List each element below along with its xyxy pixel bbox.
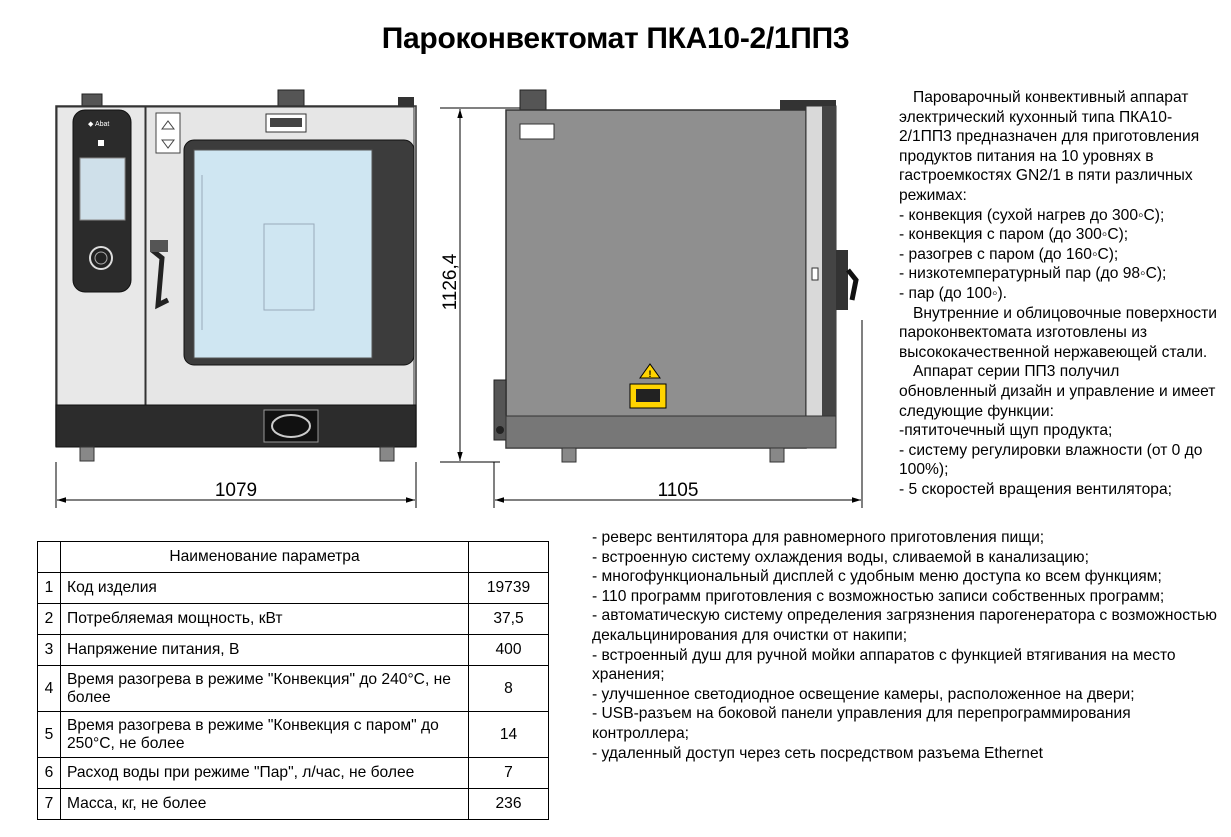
feature-item: - 110 программ приготовления с возможностью записи собственных программ;	[592, 587, 1165, 605]
row-param-name: Потребляемая мощность, кВт	[61, 604, 469, 635]
row-number: 7	[38, 789, 61, 820]
desc-paragraph: Аппарат серии ПП3 получил обновленный дизайн и управление и имеет следующие функции:	[899, 363, 1216, 420]
header-param-name: Наименование параметра	[61, 542, 469, 573]
feature-item: - удаленный доступ через сеть посредством разъема Ethernet	[592, 744, 1043, 762]
table-header-row	[38, 542, 549, 573]
table-row	[38, 635, 549, 666]
row-value: 400	[469, 635, 549, 666]
desc-mode-item: - разогрев с паром (до 160◦С);	[899, 245, 1119, 263]
front-view-drawing	[56, 90, 416, 508]
desc-function-item: - систему регулировки влажности (от 0 до 100%);	[899, 441, 1203, 479]
header-value-cell	[469, 542, 549, 573]
desc-paragraph: Внутренние и облицовочные поверхности пароконвектомата изготовлены из высококачественной нержавеющей стали.	[899, 304, 1217, 361]
row-number: 1	[38, 573, 61, 604]
table-row	[38, 666, 549, 712]
desc-function-item: -пятиточечный щуп продукта;	[899, 422, 1113, 440]
table-row	[38, 789, 549, 820]
row-param-name: Масса, кг, не более	[61, 789, 469, 820]
row-param-name: Время разогрева в режиме "Конвекция с паром" до 250°С, не более	[61, 712, 469, 758]
row-param-name: Напряжение питания, В	[61, 635, 469, 666]
feature-item: - встроенную систему охлаждения воды, сливаемой в канализацию;	[592, 548, 1089, 566]
feature-item: - улучшенное светодиодное освещение камеры, расположенное на двери;	[592, 685, 1135, 703]
side-view-drawing	[494, 90, 862, 508]
desc-paragraph: Пароварочный конвективный аппарат электрический кухонный типа ПКА10-2/1ПП3 предназначен для приготовления продуктов питания на 10 уровнях в гастроемкостях GN2/1 в пяти различных режимах:	[899, 89, 1200, 204]
row-param-name: Время разогрева в режиме "Конвекция" до 240°С, не более	[61, 666, 469, 712]
feature-item: - встроенный душ для ручной мойки аппаратов с функцией втягивания на место хранения;	[592, 646, 1176, 684]
header-number-cell	[38, 542, 61, 573]
table-row	[38, 604, 549, 635]
row-number: 2	[38, 604, 61, 635]
row-value: 37,5	[469, 604, 549, 635]
row-number: 6	[38, 758, 61, 789]
row-param-name: Расход воды при режиме "Пар", л/час, не более	[61, 758, 469, 789]
table-row	[38, 573, 549, 604]
warning-icon: !	[648, 369, 652, 379]
feature-item: - реверс вентилятора для равномерного приготовления пищи;	[592, 529, 1045, 546]
row-value: 14	[469, 712, 549, 758]
feature-item: - многофункциональный дисплей с удобным меню доступа ко всем функциям;	[592, 568, 1162, 586]
desc-mode-item: - конвекция с паром (до 300◦С);	[899, 226, 1129, 244]
page-title: Пароконвектомат ПКА10-2/1ПП3	[381, 22, 850, 55]
row-value: 19739	[469, 573, 549, 604]
feature-item: - автоматическую систему определения загрязнения парогенератора с возможностью декальцинирования для очистки от накипи;	[592, 607, 1217, 644]
specs-table	[37, 541, 549, 820]
row-number: 5	[38, 712, 61, 758]
dim-side-width-label: 1105	[657, 480, 699, 501]
feature-item: - USB-разъем на боковой панели управления для перепрограммирования контроллера;	[592, 705, 1131, 742]
desc-mode-item: - низкотемпературный пар (до 98◦С);	[899, 265, 1167, 283]
product-description	[899, 88, 1221, 499]
dim-height-label: 1126,4	[440, 253, 461, 311]
feature-list	[592, 528, 1224, 763]
row-value: 236	[469, 789, 549, 820]
row-number: 4	[38, 666, 61, 712]
desc-function-item: - 5 скоростей вращения вентилятора;	[899, 480, 1172, 498]
desc-mode-item: - конвекция (сухой нагрев до 300◦С);	[899, 206, 1165, 224]
table-row	[38, 712, 549, 758]
desc-mode-item: - пар (до 100◦).	[899, 284, 1008, 302]
dim-front-width-label: 1079	[214, 480, 258, 501]
row-value: 8	[469, 666, 549, 712]
row-value: 7	[469, 758, 549, 789]
table-row	[38, 758, 549, 789]
row-param-name: Код изделия	[61, 573, 469, 604]
row-number: 3	[38, 635, 61, 666]
front-brand-logo: ◆ Abat	[88, 121, 110, 128]
